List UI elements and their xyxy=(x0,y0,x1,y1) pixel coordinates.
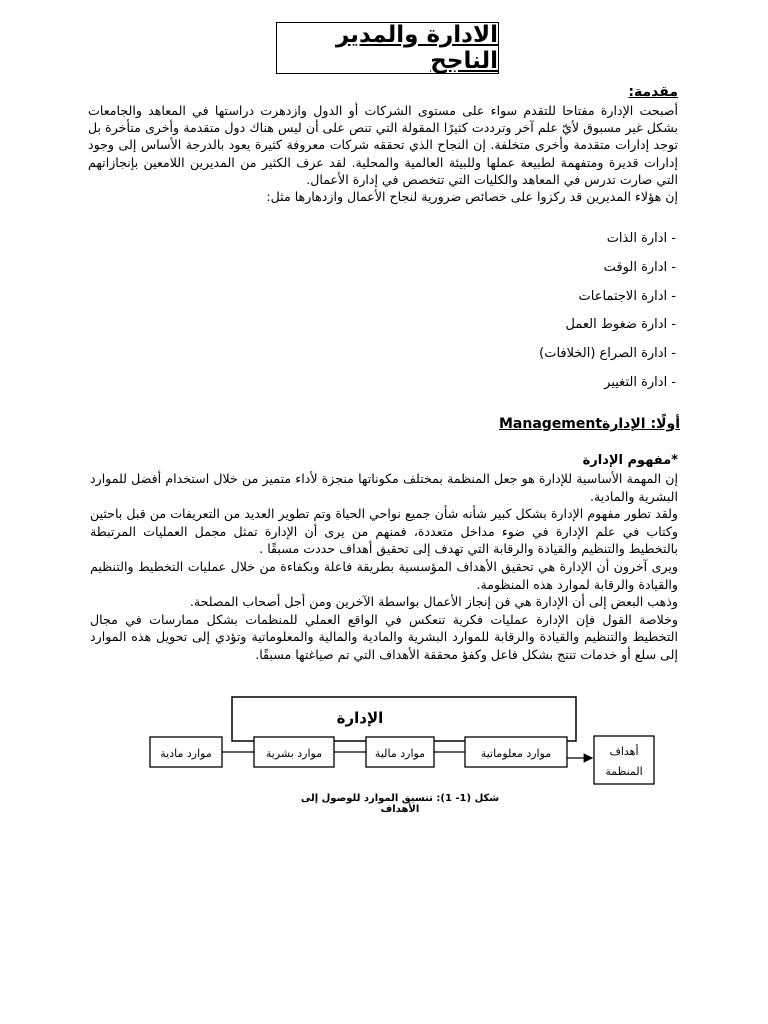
concept-heading: *مفهوم الإدارة xyxy=(582,453,678,468)
goals-label-line1: أهداف xyxy=(609,745,639,758)
skill-item: - ادارة الوقت xyxy=(603,259,676,275)
body-paragraph: وذهب البعض إلى أن الإدارة هي فن إنجاز الأعمال بواسطة الآخرين ومن أجل أصحاب المصلحة. xyxy=(189,594,678,610)
skill-item: - ادارة التغيير xyxy=(604,374,676,390)
intro-heading: مقدمة: xyxy=(628,84,678,100)
information-resources-label: موارد معلوماتية xyxy=(480,747,552,760)
intro-paragraph: إن هؤلاء المديرين قد ركزوا على خصائص ضرورية لنجاح الأعمال وازدهارها مثل: xyxy=(266,189,678,205)
page-title: الادارة والمدير الناجح xyxy=(276,22,499,74)
intro-paragraph: أصبحت الإدارة مفتاحا للتقدم سواء على مستوى الشركات أو الدول وازدهرت دراستها في المعاهد والجامعات بشكل غير مسبوق لأيّ علم آخر وترددت كثيرًا المقولة التي تنص على أن ليس هناك دول متقدمة وأخرى متأخرة بل توجد إدارات متقدمة وأخرى متخلفة. إن النجاح الذي تحققه شركات معروفة كثيرة يعود بالدرجة الأساس إلى وجود إدارات قديرة ومتفهمة لطبيعة عملها وللبيئة العالمية والمحلية. لقد عرف الكثير من المديرين اللامعين بإنجازاتهم التي صارت تدرس في المعاهد والكليات التي تتخصص في إدارة الأعمال. xyxy=(88,103,678,187)
financial-resources-label: موارد مالية xyxy=(374,747,426,760)
body-paragraph: إن المهمة الأساسية للإدارة هو جعل المنظمة بمختلف مكوناتها منجزة لأداء متميز من خلال استخدام أفضل للموارد البشرية والمادية. xyxy=(90,471,678,504)
body-paragraph: وخلاصة القول فإن الإدارة عمليات فكرية تنعكس في الواقع العملي للمنظمات بشكل ممارسات في مجال التخطيط والتنظيم والقيادة والرقابة للموارد البشرية والمادية والمالية والمعلوماتية وتؤدي إلى تحويل هذه الموارد إلى سلع أو خدمات تنتج بشكل فاعل وكفؤ محققة الأهداف التي تم صياغتها مسبقًا. xyxy=(90,611,678,662)
goals-label-line2: المنظمة xyxy=(605,765,643,778)
body-paragraph: ويرى آخرون أن الإدارة هي تحقيق الأهداف المؤسسية بطريقة فاعلة وبكفاءة من خلال عمليات التخطيط والتنظيم والقيادة والرقابة لموارد هذه المنظومة. xyxy=(90,558,678,592)
management-label: الإدارة xyxy=(336,709,384,727)
human-resources-label: موارد بشرية xyxy=(265,747,323,760)
skill-item: - ادارة الاجتماعات xyxy=(578,288,676,304)
material-resources-label: موارد مادية xyxy=(160,747,212,760)
management-box xyxy=(232,697,576,741)
skill-item: - ادارة ضغوط العمل xyxy=(565,317,676,333)
section-heading-ar: أولًا: الإدارة xyxy=(602,416,680,432)
section-heading-en: Management xyxy=(499,416,603,432)
skill-item: - ادارة الذات xyxy=(606,231,676,246)
body-paragraph: ولقد تطور مفهوم الإدارة بشكل كبير شأنه شأن جميع نواحي الحياة وتم تطوير العديد من التعريفات من قبل باحثين وكتاب في علم الإدارة في ضوء مداخل متعددة، فمنهم من يرى أن الإدارة تمثل مجمل العمليات المرتبطة بالتخطيط والتنظيم والقيادة والرقابة التي تهدف إلى تحقيق أهداف حددت مسبقًا . xyxy=(90,506,678,557)
figure-caption: شكل (1- 1): تنسيق الموارد للوصول إلى الأهداف xyxy=(300,793,500,815)
skill-item: - ادارة الصراع (الخلافات) xyxy=(539,346,676,362)
